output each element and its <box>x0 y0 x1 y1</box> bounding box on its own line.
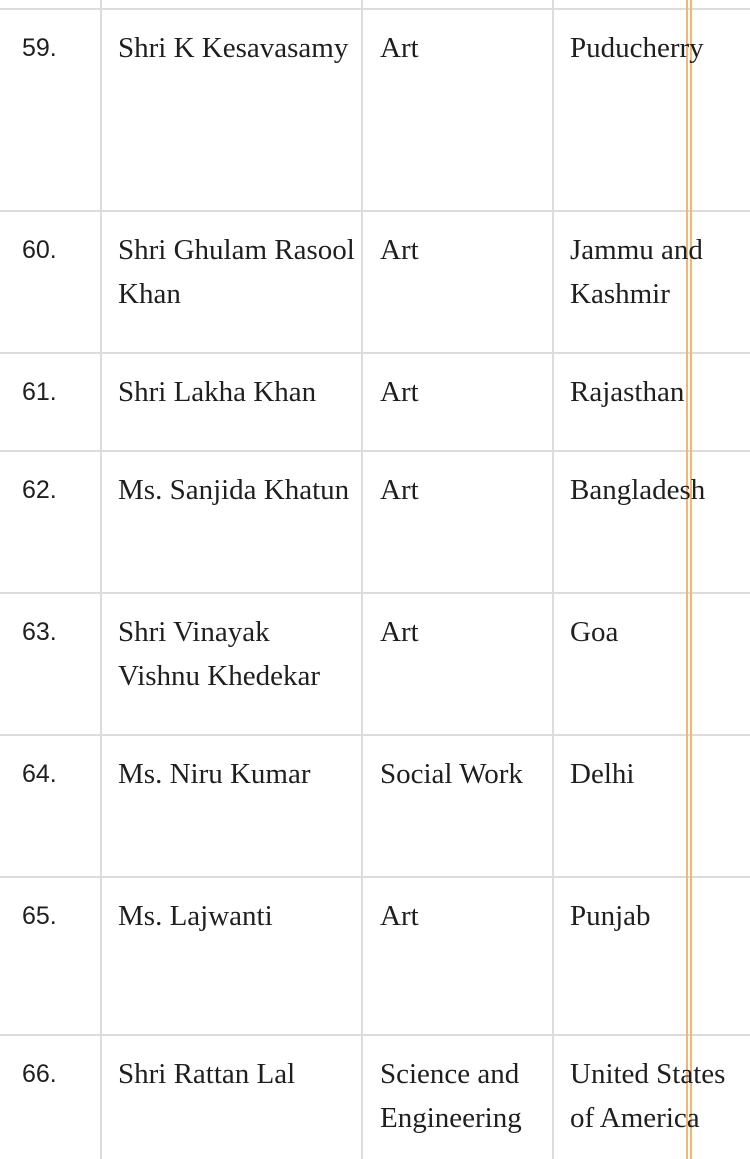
serial-number: 63. <box>22 618 57 646</box>
table-top-border <box>0 8 750 10</box>
awardee-name: Shri Rattan Lal <box>118 1058 296 1090</box>
state-country: Jammu and Kashmir <box>570 234 703 310</box>
row-divider <box>0 352 750 354</box>
row-divider <box>0 876 750 878</box>
column-divider-serial <box>100 0 102 1159</box>
award-field: Social Work <box>380 758 523 790</box>
serial-number: 65. <box>22 902 57 930</box>
serial-number: 66. <box>22 1060 57 1088</box>
state-country: Bangladesh <box>570 474 706 506</box>
state-country: Punjab <box>570 900 651 932</box>
serial-number: 62. <box>22 476 57 504</box>
awardee-name: Ms. Niru Kumar <box>118 758 311 790</box>
award-field: Art <box>380 32 419 64</box>
row-divider <box>0 734 750 736</box>
award-field: Art <box>380 900 419 932</box>
column-divider-field <box>552 0 554 1159</box>
orange-guide-line-left <box>686 0 688 1159</box>
column-divider-name <box>361 0 363 1159</box>
serial-number: 59. <box>22 34 57 62</box>
serial-number: 64. <box>22 760 57 788</box>
orange-guide-line-right <box>690 0 692 1159</box>
awardee-name: Shri Vinayak Vishnu Khedekar <box>118 616 321 692</box>
state-country: Puducherry <box>570 32 704 64</box>
state-country: Delhi <box>570 758 635 790</box>
row-divider <box>0 592 750 594</box>
awardee-name: Ms. Sanjida Khatun <box>118 474 350 506</box>
award-field: Art <box>380 376 419 408</box>
awardee-name: Shri Ghulam Rasool Khan <box>118 234 355 310</box>
awardee-name: Shri Lakha Khan <box>118 376 317 408</box>
award-field: Art <box>380 234 419 266</box>
award-field: Art <box>380 474 419 506</box>
award-field: Art <box>380 616 419 648</box>
row-divider <box>0 210 750 212</box>
state-country: United States of America <box>570 1058 726 1134</box>
awardee-name: Shri K Kesavasamy <box>118 32 349 64</box>
awardee-name: Ms. Lajwanti <box>118 900 273 932</box>
row-divider <box>0 1034 750 1036</box>
serial-number: 61. <box>22 378 57 406</box>
row-divider <box>0 450 750 452</box>
serial-number: 60. <box>22 236 57 264</box>
state-country: Rajasthan <box>570 376 685 408</box>
state-country: Goa <box>570 616 619 648</box>
award-field: Science and Engineering <box>380 1058 522 1134</box>
